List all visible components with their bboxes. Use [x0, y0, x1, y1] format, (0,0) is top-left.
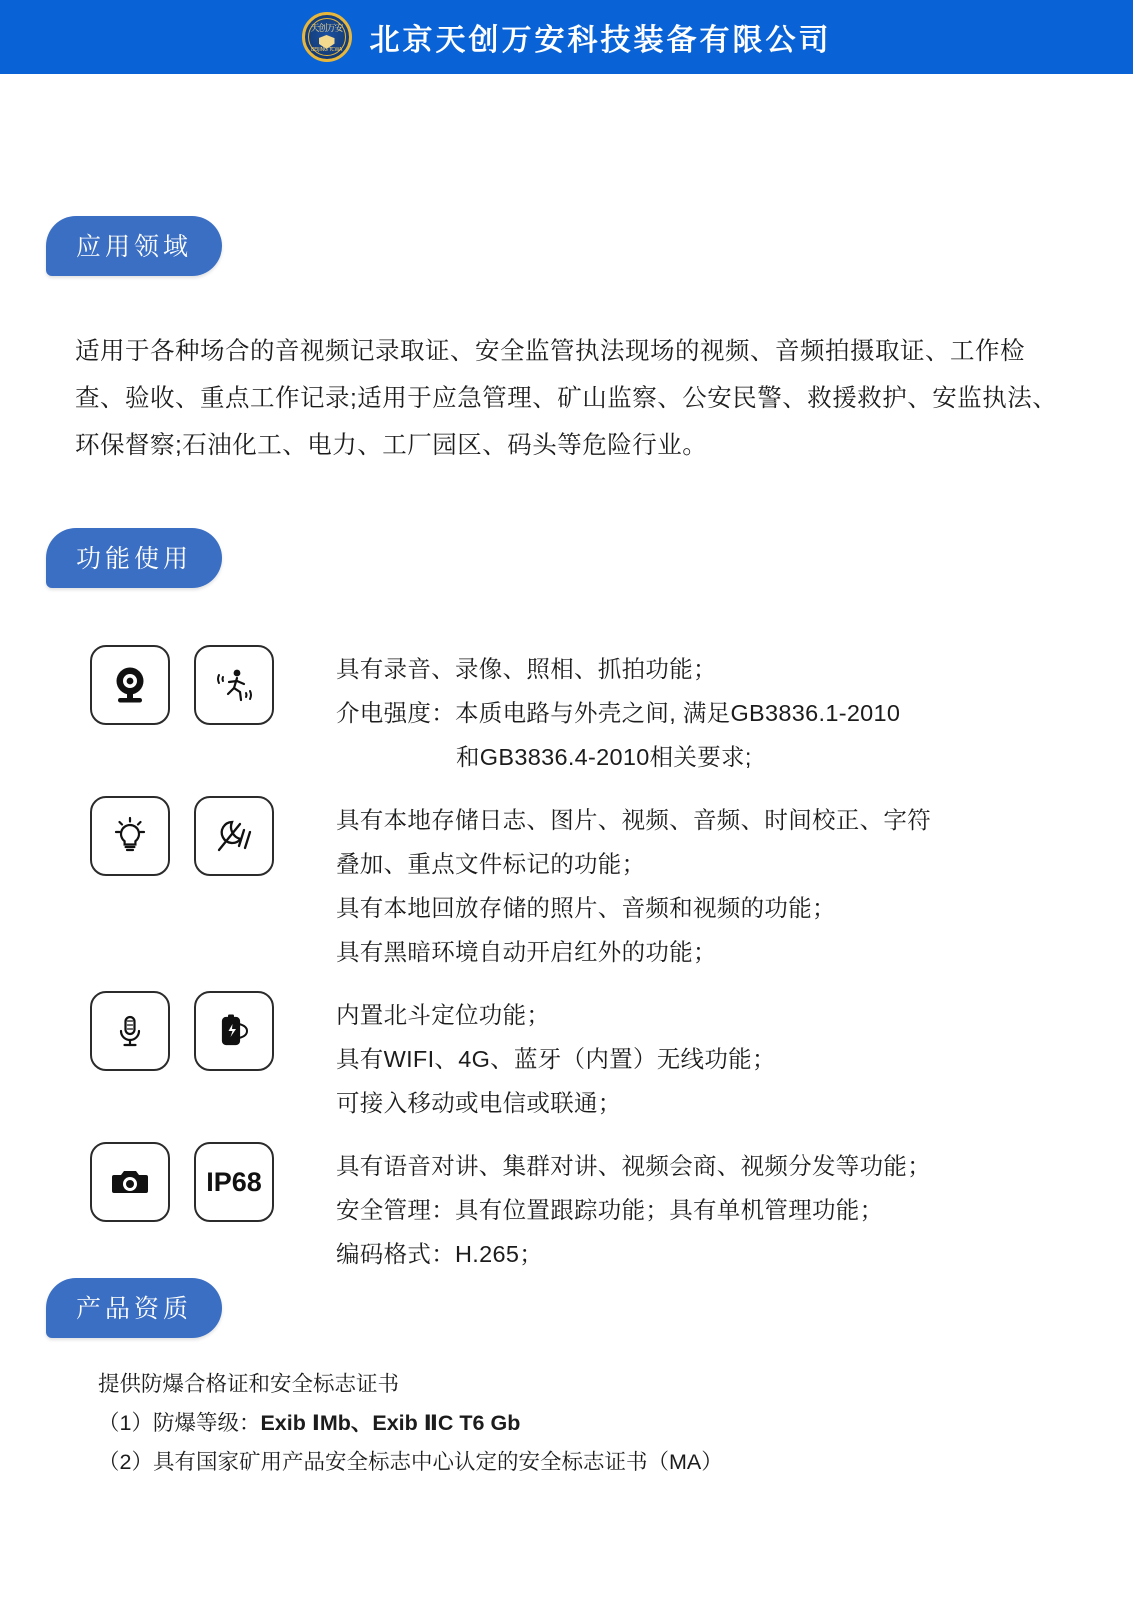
- webcam-icon: [90, 645, 170, 725]
- microphone-icon: [90, 991, 170, 1071]
- feature-line: 编码格式：H.265；: [336, 1241, 544, 1267]
- company-name: 北京天创万安科技装备有限公司: [369, 24, 832, 57]
- qualification-line: （2）具有国家矿用产品安全标志中心认定的安全标志证书（MA）: [98, 1450, 723, 1474]
- company-logo-icon: [302, 12, 352, 62]
- feature-list: [90, 645, 1090, 1293]
- feature-text-group: [336, 991, 1090, 1125]
- feature-line: 叠加、重点文件标记的功能；: [336, 851, 646, 877]
- feature-icon-group: [90, 991, 336, 1071]
- feature-line: 具有本地存储日志、图片、视频、音频、时间校正、字符: [336, 807, 931, 833]
- feature-row: [90, 796, 1090, 974]
- feature-line: 具有本地回放存储的照片、音频和视频的功能；: [336, 895, 836, 921]
- page-header: [0, 0, 1133, 74]
- qualification-line: [98, 1404, 1058, 1443]
- feature-line: 具有WIFI、4G、蓝牙（内置）无线功能；: [336, 1046, 776, 1072]
- motion-detect-icon: [194, 645, 274, 725]
- qualification-line: 提供防爆合格证和安全标志证书: [98, 1372, 400, 1396]
- logo-main-text: 天创万安: [310, 24, 343, 34]
- feature-line: 具有黑暗环境自动开启红外的功能；: [336, 939, 717, 965]
- feature-line: 内置北斗定位功能；: [336, 1002, 551, 1028]
- feature-text-group: [336, 796, 1090, 974]
- section-pill-label: 产品资质: [46, 1278, 222, 1338]
- feature-icon-group: [90, 1142, 336, 1222]
- feature-icon-group: [90, 645, 336, 725]
- section-heading-function: [46, 528, 222, 588]
- section-heading-application: [46, 216, 222, 276]
- battery-charge-icon: [194, 991, 274, 1071]
- feature-line: 和GB3836.4-2010相关要求;: [456, 744, 752, 770]
- feature-icon-group: [90, 796, 336, 876]
- ip68-label: IP68: [206, 1166, 262, 1197]
- feature-text-group: [336, 645, 1090, 779]
- camera-icon: [90, 1142, 170, 1222]
- section-heading-qualification: [46, 1278, 222, 1338]
- light-bulb-icon: [90, 796, 170, 876]
- ip68-icon: [194, 1142, 274, 1222]
- application-body-text: 适用于各种场合的音视频记录取证、安全监管执法现场的视频、音频拍摄取证、工作检查、验收、重点工作记录;适用于应急管理、矿山监察、公安民警、救援救护、安监执法、环保督察;石油化工、电力、工厂园区、码头等危险行业。: [75, 338, 1058, 459]
- qualification-line-prefix: （1）防爆等级：: [98, 1411, 261, 1435]
- section-pill-label: 功能使用: [46, 528, 222, 588]
- feature-line: 安全管理：具有位置跟踪功能；具有单机管理功能；: [336, 1197, 884, 1223]
- feature-line: 介电强度：本质电路与外壳之间, 满足GB3836.1-2010: [336, 700, 901, 726]
- logo-sub-text: BEIJING TCWA: [311, 47, 342, 53]
- section-pill-label: 应用领域: [46, 216, 222, 276]
- feature-text-group: [336, 1142, 1090, 1276]
- qualification-line-bold: Exib ⅠMb、Exib ⅡC T6 Gb: [260, 1411, 521, 1435]
- qualification-body: [98, 1365, 1058, 1482]
- feature-row: [90, 645, 1090, 779]
- feature-row: [90, 991, 1090, 1125]
- feature-line: 可接入移动或电信或联通；: [336, 1090, 622, 1116]
- night-vision-icon: [194, 796, 274, 876]
- feature-row: [90, 1142, 1090, 1276]
- feature-line: 具有录音、录像、照相、抓拍功能；: [336, 656, 717, 682]
- feature-line: 具有语音对讲、集群对讲、视频会商、视频分发等功能；: [336, 1153, 931, 1179]
